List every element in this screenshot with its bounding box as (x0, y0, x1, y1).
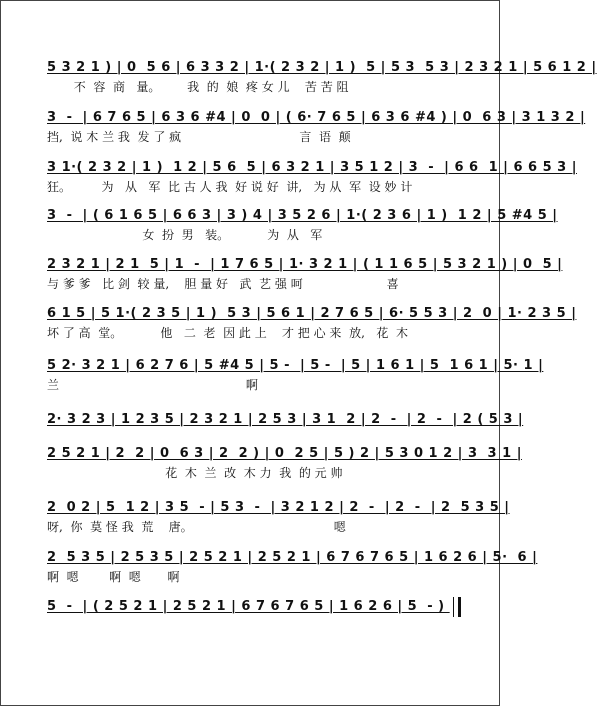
notation-line: 2 5 2 1 | 2 2 | 0 6 3 | 2 2 ) | 0 2 5 | 5 ) 2 | 5 3 0 1 2 | 3 3 1 | (47, 446, 522, 461)
lyric-line: 坏 了 高 堂。 他 二 老 因 此 上 才 把 心 来 放, 花 木 (47, 326, 408, 340)
notation-line: 2 5 3 5 | 2 5 3 5 | 2 5 2 1 | 2 5 2 1 | 6 7 6 7 6 5 | 1 6 2 6 | 5· 6 | (47, 550, 538, 565)
notation-line: 6 1 5 | 5 1·( 2 3 5 | 1 ) 5 3 | 5 6 1 | 2 7 6 5 | 6· 5 5 3 | 2 0 | 1· 2 3 5 | (47, 306, 577, 321)
notation-line: 2 3 2 1 | 2 1 5 | 1 - | 1 7 6 5 | 1· 3 2 1 | ( 1 1 6 5 | 5 3 2 1 ) | 0 5 | (47, 257, 563, 272)
lyric-line: 呀, 你 莫 怪 我 荒 唐。 嗯 (47, 520, 346, 534)
lyric-line: 兰 啊 (47, 378, 258, 392)
notation-line: 2· 3 2 3 | 1 2 3 5 | 2 3 2 1 | 2 5 3 | 3 1 2 | 2 - | 2 - | 2 ( 5 3 | (47, 412, 524, 427)
lyric-line: 女 扮 男 装。 为 从 军 (47, 228, 323, 242)
notation-line: 3 1·( 2 3 2 | 1 ) 1 2 | 5 6 5 | 6 3 2 1 | 3 5 1 2 | 3 - | 6 6 1 | 6 6 5 3 | (47, 160, 577, 175)
final-barline (458, 597, 461, 617)
lyric-line: 与 爹 爹 比 剑 较 量, 胆 量 好 武 艺 强 呵 喜 (47, 277, 399, 291)
lyric-line: 挡, 说 木 兰 我 发 了 疯 言 语 颠 (47, 130, 351, 144)
lyric-line: 啊 嗯 啊 嗯 啊 (47, 570, 180, 584)
notation-line: 3 - | ( 6 1 6 5 | 6 6 3 | 3 ) 4 | 3 5 2 6 | 1·( 2 3 6 | 1 ) 1 2 | 5 #4 5 | (47, 208, 558, 223)
notation-line: 5 2· 3 2 1 | 6 2 7 6 | 5 #4 5 | 5 - | 5 - | 5 | 1 6 1 | 5 1 6 1 | 5· 1 | (47, 358, 544, 373)
notation-line: 5 - | ( 2 5 2 1 | 2 5 2 1 | 6 7 6 7 6 5 | 1 6 2 6 | 5 - ) (47, 599, 450, 614)
lyric-line: 花 木 兰 改 木 力 我 的 元 帅 (47, 466, 343, 480)
notation-line: 3 - | 6 7 6 5 | 6 3 6 #4 | 0 0 | ( 6· 7 6 5 | 6 3 6 #4 ) | 0 6 3 | 3 1 3 2 | (47, 110, 586, 125)
lyric-line: 不 容 商 量。 我 的 娘 疼 女 儿 苦 苦 阻 (47, 80, 349, 94)
lyric-line: 狂。 为 从 军 比 古 人 我 好 说 好 讲, 为 从 军 设 妙 计 (47, 180, 413, 194)
notation-line: 5 3 2 1 ) | 0 5 6 | 6 3 3 2 | 1·( 2 3 2 | 1 ) 5 | 5 3 5 3 | 2 3 2 1 | 5 6 1 2 | (47, 60, 597, 75)
notation-line: 2 0 2 | 5 1 2 | 3 5 - | 5 3 - | 3 2 1 2 | 2 - | 2 - | 2 5 3 5 | (47, 500, 510, 515)
